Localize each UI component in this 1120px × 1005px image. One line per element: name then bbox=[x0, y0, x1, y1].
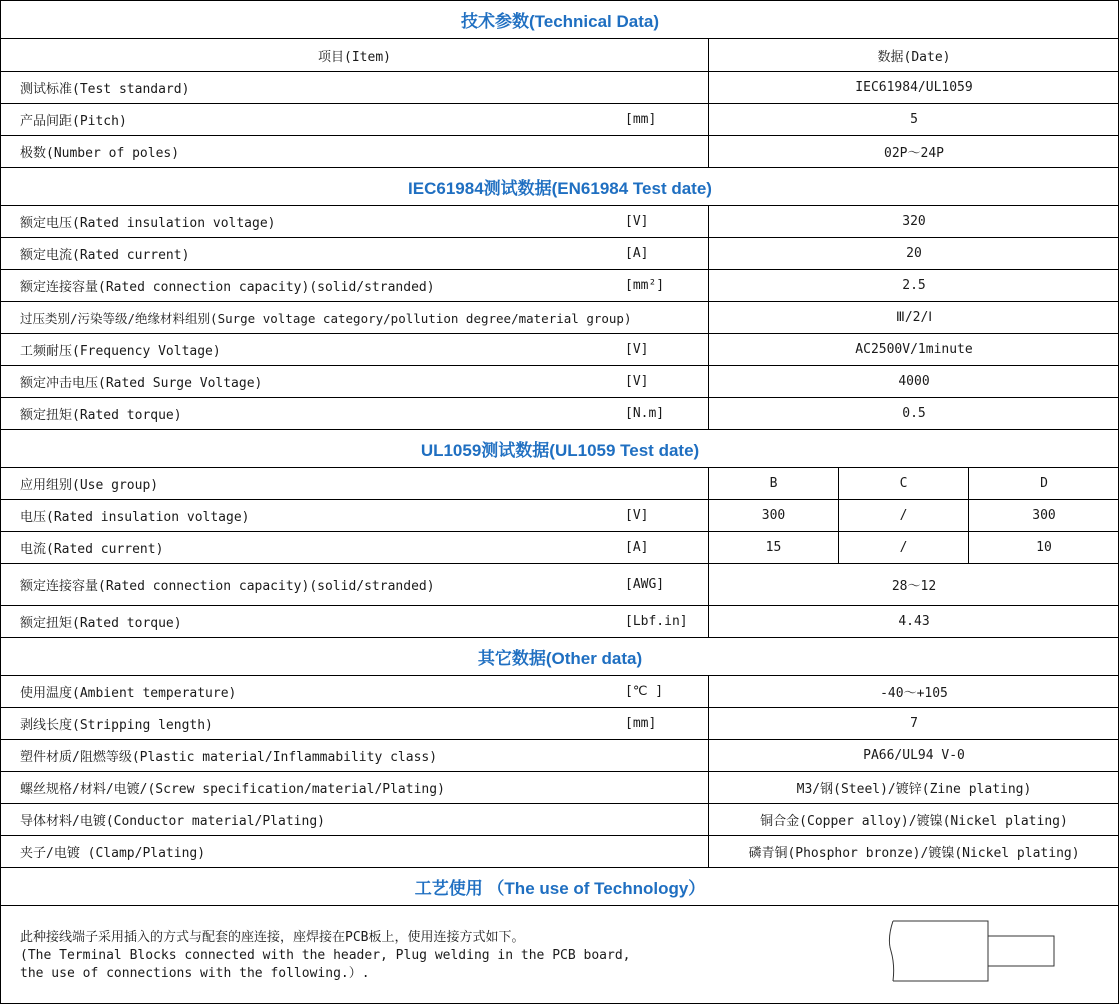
group-b-cell: 15 bbox=[708, 532, 838, 563]
row-value: 2.5 bbox=[708, 270, 1119, 301]
table-row bbox=[1, 270, 1119, 302]
table-row bbox=[1, 206, 1119, 238]
row-value: 02P～24P bbox=[708, 136, 1119, 167]
row-unit: [℃ ] bbox=[625, 684, 664, 699]
table-row bbox=[1, 398, 1119, 430]
plug-body-outline bbox=[893, 921, 988, 981]
row-label: 额定冲击电压(Rated Surge Voltage) bbox=[20, 376, 263, 391]
row-label: 使用温度(Ambient temperature) bbox=[20, 686, 237, 701]
row-unit: [mm] bbox=[625, 112, 657, 127]
row-label: 产品间距(Pitch) bbox=[20, 114, 127, 129]
table-row bbox=[1, 72, 1119, 104]
table-row bbox=[1, 606, 1119, 638]
table-row bbox=[1, 564, 1119, 606]
table-row bbox=[1, 104, 1119, 136]
row-value: 7 bbox=[708, 708, 1119, 739]
row-label: 螺丝规格/材料/电镀/(Screw specification/material/Plating) bbox=[20, 782, 445, 797]
row-value: AC2500V/1minute bbox=[708, 334, 1119, 365]
row-unit: [Lbf.in] bbox=[625, 614, 688, 629]
table-row bbox=[1, 500, 1119, 532]
row-value: 磷青铜(Phosphor bronze)/镀镍(Nickel plating) bbox=[708, 836, 1119, 867]
group-d-cell: 300 bbox=[968, 500, 1119, 531]
break-line bbox=[889, 921, 893, 981]
technology-note-en-2: the use of connections with the following.）. bbox=[20, 966, 370, 981]
row-value: 20 bbox=[708, 238, 1119, 269]
group-b-cell: B bbox=[708, 468, 838, 499]
row-value: 4000 bbox=[708, 366, 1119, 397]
row-label: 额定电流(Rated current) bbox=[20, 248, 190, 263]
table-row bbox=[1, 532, 1119, 564]
table-header-row bbox=[1, 39, 1119, 72]
row-label: 额定连接容量(Rated connection capacity)(solid/stranded) bbox=[20, 579, 435, 594]
group-d-cell: 10 bbox=[968, 532, 1119, 563]
row-value: PA66/UL94 V-0 bbox=[708, 740, 1119, 771]
table-row bbox=[1, 836, 1119, 868]
row-unit: [V] bbox=[625, 374, 649, 389]
connection-diagram bbox=[881, 909, 1081, 989]
row-label: 塑件材质/阻燃等级(Plastic material/Inflammability class) bbox=[20, 750, 438, 765]
technology-note-cn: 此种接线端子采用插入的方式与配套的座连接，座焊接在PCB板上，使用连接方式如下。 bbox=[20, 930, 525, 945]
header-pin-outline bbox=[988, 936, 1054, 966]
table-row bbox=[1, 676, 1119, 708]
row-label: 过压类别/污染等级/绝缘材料组别(Surge voltage category/pollution degree/material group) bbox=[20, 310, 632, 326]
group-c-cell: C bbox=[838, 468, 968, 499]
table-row bbox=[1, 136, 1119, 168]
row-value: -40～+105 bbox=[708, 676, 1119, 707]
row-unit: [V] bbox=[625, 214, 649, 229]
group-b-cell: 300 bbox=[708, 500, 838, 531]
table-row bbox=[1, 334, 1119, 366]
group-d-cell: D bbox=[968, 468, 1119, 499]
row-value: 5 bbox=[708, 104, 1119, 135]
group-c-cell: / bbox=[838, 532, 968, 563]
row-unit: [N.m] bbox=[625, 406, 665, 421]
section-title-ul: UL1059测试数据(UL1059 Test date) bbox=[1, 430, 1119, 468]
row-label: 夹子/电镀 (Clamp/Plating) bbox=[20, 846, 206, 861]
row-label: 导体材料/电镀(Conductor material/Plating) bbox=[20, 814, 325, 829]
group-c-cell: / bbox=[838, 500, 968, 531]
row-label: 测试标准(Test standard) bbox=[20, 82, 190, 97]
section-title-technology: 工艺使用 （The use of Technology） bbox=[1, 868, 1119, 906]
table-row bbox=[1, 772, 1119, 804]
row-unit: [V] bbox=[625, 508, 649, 523]
row-unit: [mm²] bbox=[625, 278, 665, 293]
section-title-technical: 技术参数(Technical Data) bbox=[1, 1, 1119, 39]
table-row bbox=[1, 302, 1119, 334]
table-row bbox=[1, 366, 1119, 398]
row-label: 应用组别(Use group) bbox=[20, 478, 159, 493]
row-value: 0.5 bbox=[708, 398, 1119, 429]
row-value: Ⅲ/2/Ⅰ bbox=[708, 302, 1119, 333]
technology-note-en-1: (The Terminal Blocks connected with the header, Plug welding in the PCB board, bbox=[20, 948, 631, 963]
row-label: 极数(Number of poles) bbox=[20, 146, 180, 161]
row-unit: [AWG] bbox=[625, 577, 665, 592]
header-data: 数据(Date) bbox=[708, 39, 1119, 71]
row-label: 额定电压(Rated insulation voltage) bbox=[20, 216, 276, 231]
header-item: 项目(Item) bbox=[318, 49, 391, 65]
row-value: 28～12 bbox=[708, 564, 1119, 605]
row-label: 电流(Rated current) bbox=[20, 542, 164, 557]
table-row bbox=[1, 468, 1119, 500]
row-value: IEC61984/UL1059 bbox=[708, 72, 1119, 103]
row-label: 剥线长度(Stripping length) bbox=[20, 718, 213, 733]
row-label: 电压(Rated insulation voltage) bbox=[20, 510, 250, 525]
row-value: M3/钢(Steel)/镀锌(Zine plating) bbox=[708, 772, 1119, 803]
row-label: 工频耐压(Frequency Voltage) bbox=[20, 344, 221, 359]
row-label: 额定扭矩(Rated torque) bbox=[20, 616, 182, 631]
row-label: 额定扭矩(Rated torque) bbox=[20, 408, 182, 423]
row-value: 4.43 bbox=[708, 606, 1119, 637]
section-title-iec: IEC61984测试数据(EN61984 Test date) bbox=[1, 168, 1119, 206]
row-value: 铜合金(Copper alloy)/镀镍(Nickel plating) bbox=[708, 804, 1119, 835]
row-unit: [V] bbox=[625, 342, 649, 357]
table-row bbox=[1, 804, 1119, 836]
row-value: 320 bbox=[708, 206, 1119, 237]
row-unit: [mm] bbox=[625, 716, 657, 731]
table-row bbox=[1, 708, 1119, 740]
row-unit: [A] bbox=[625, 246, 649, 261]
row-label: 额定连接容量(Rated connection capacity)(solid/stranded) bbox=[20, 280, 435, 295]
row-unit: [A] bbox=[625, 540, 649, 555]
table-row bbox=[1, 238, 1119, 270]
table-row bbox=[1, 740, 1119, 772]
section-title-other: 其它数据(Other data) bbox=[1, 638, 1119, 676]
